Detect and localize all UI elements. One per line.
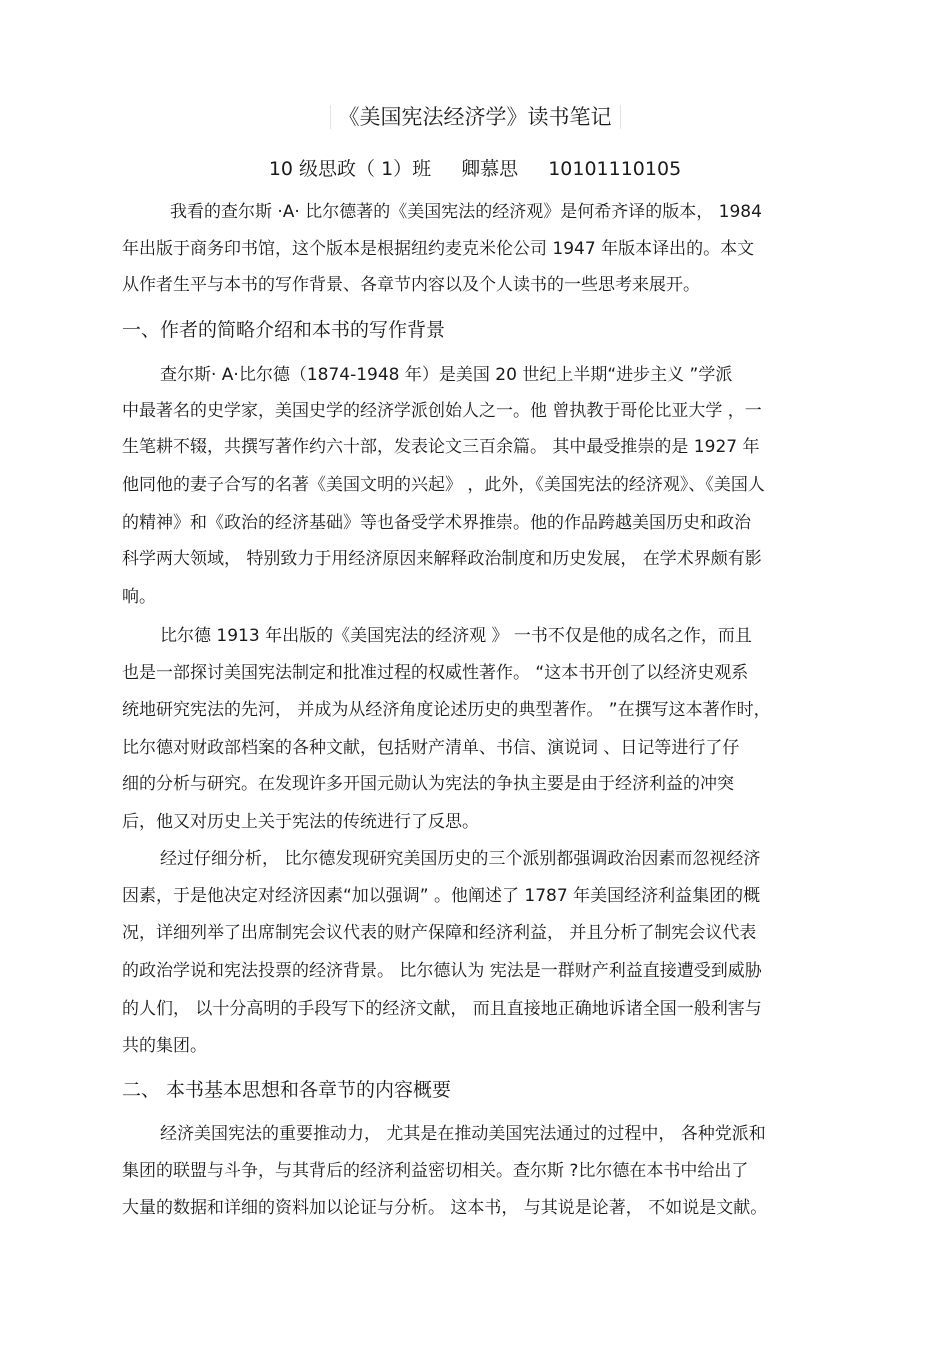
section-heading: 一、作者的简略介绍和本书的写作背景 [122, 319, 446, 341]
author-name: 卿慕思 [461, 158, 519, 180]
paragraph-line: 科学两大领域， 特别致力于用经济原因来解释政治制度和历史发展， 在学术界颇有影 [122, 549, 762, 569]
paragraph-line: 大量的数据和详细的资料加以论证与分析。 这本书， 与其说是论著， 不如说是文献。 [122, 1198, 768, 1218]
paragraph-line: 响。 [122, 587, 156, 607]
intro-line: 从作者生平与本书的写作背景、各章节内容以及个人读书的一些思考来展开。 [122, 275, 700, 295]
paragraph-line: 共的集团。 [122, 1036, 207, 1056]
intro-line: 年出版于商务印书馆，这个版本是根据纽约麦克米伦公司 1947 年版本译出的。本文 [122, 239, 755, 259]
paragraph-line: 生笔耕不辍，共撰写著作约六十部，发表论文三百余篇。 其中最受推崇的是 1927 年 [122, 437, 760, 457]
paragraph-line: 细的分析与研究。在发现许多开国元勋认为宪法的争执主要是由于经济利益的冲突 [122, 774, 734, 794]
section-heading: 二、 本书基本思想和各章节的内容概要 [122, 1079, 452, 1101]
paragraph-line: 经过仔细分析， 比尔德发现研究美国历史的三个派别都强调政治因素而忽视经济 [160, 849, 761, 869]
author-byline [0, 155, 950, 183]
paragraph-line: 中最著名的史学家，美国史学的经济学派创始人之一。他 曾执教于哥伦比亚大学 ，一 [122, 401, 762, 421]
paragraph-line: 后，他又对历史上关于宪法的传统进行了反思。 [122, 812, 479, 832]
paragraph-line: 因素，于是他决定对经济因素“加以强调” 。他阐述了 1787 年美国经济利益集团的概 [122, 886, 761, 906]
paragraph-line: 的政治学说和宪法投票的经济背景。 比尔德认为 宪法是一群财产利益直接遭受到威胁 [122, 961, 762, 981]
paragraph-line: 查尔斯· A·比尔德（1874-1948 年）是美国 20 世纪上半期“进步主义 ”学派 [160, 365, 733, 385]
paragraph-line: 集团的联盟与斗争，与其背后的经济利益密切相关。查尔斯 ?比尔德在本书中给出了 [122, 1161, 749, 1181]
paragraph-line: 比尔德对财政部档案的各种文献，包括财产清单、书信、演说词 、日记等进行了仔 [122, 738, 740, 758]
paragraph-line: 的人们， 以十分高明的手段写下的经济文献， 而且直接地正确地诉诸全国一般利害与 [122, 999, 762, 1019]
paragraph-line: 比尔德 1913 年出版的《美国宪法的经济观 》 一书不仅是他的成名之作，而且 [160, 626, 752, 646]
title-text: 《美国宪法经济学》读书笔记 [330, 105, 621, 129]
paragraph-line: 也是一部探讨美国宪法制定和批准过程的权威性著作。 “这本书开创了以经济史观系 [122, 663, 749, 683]
paragraph-line: 经济美国宪法的重要推动力， 尤其是在推动美国宪法通过的过程中， 各种党派和 [160, 1124, 766, 1144]
paragraph-line: 他同他的妻子合写的名著《美国文明的兴起》 ，此外，《美国宪法的经济观》、《美国人 [122, 475, 765, 495]
document-title [0, 102, 950, 132]
intro-line: 我看的查尔斯 ·A· 比尔德著的《美国宪法的经济观》是何希齐译的版本， 1984 [170, 202, 762, 222]
class-name: 10 级思政（ 1）班 [268, 158, 432, 180]
paragraph-line: 统地研究宪法的先河， 并成为从经济角度论述历史的典型著作。 ”在撰写这本著作时， [122, 700, 771, 720]
paragraph-line: 的精神》和《政治的经济基础》等也备受学术界推崇。他的作品跨越美国历史和政治 [122, 513, 751, 533]
paragraph-line: 况，详细列举了出席制宪会议代表的财产保障和经济利益， 并且分析了制宪会议代表 [122, 923, 757, 943]
student-id: 10101110105 [548, 158, 682, 180]
